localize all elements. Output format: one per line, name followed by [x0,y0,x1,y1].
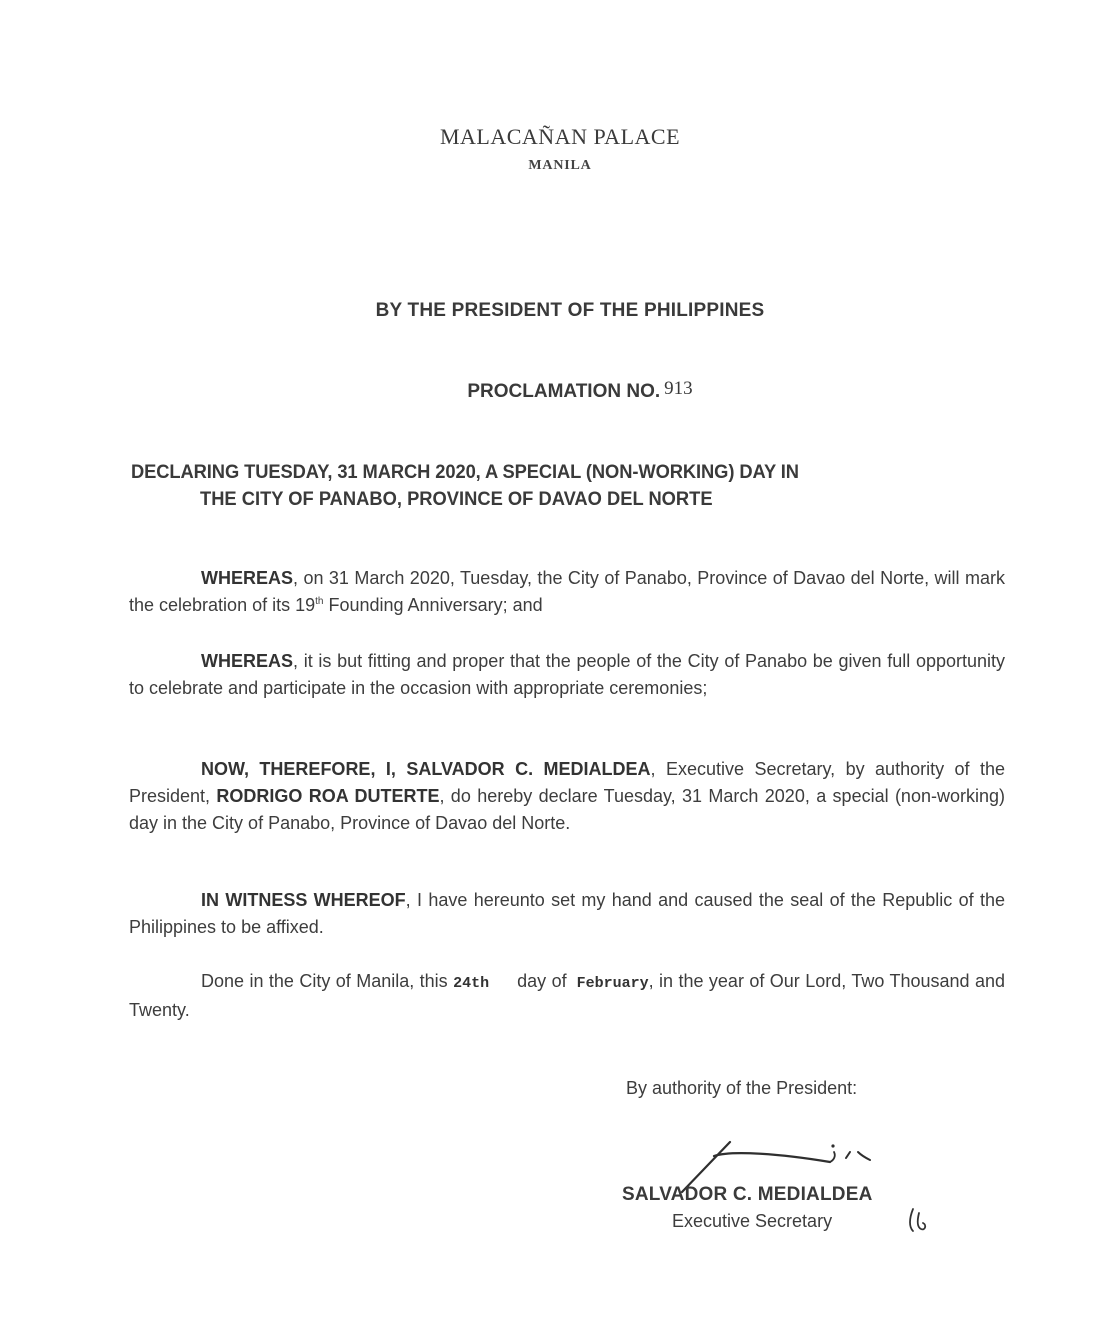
title-line-2: THE CITY OF PANABO, PROVINCE OF DAVAO DEL NORTE [200,488,713,510]
title-line-1: DECLARING TUESDAY, 31 MARCH 2020, A SPECIAL (NON-WORKING) DAY IN [131,461,799,483]
paragraph-text: Founding Anniversary; and [323,595,543,615]
initials-icon [905,1205,935,1235]
proclamation-label: PROCLAMATION NO. [467,381,661,402]
authority-heading: BY THE PRESIDENT OF THE PHILIPPINES [375,300,765,321]
ordinal-suffix: th [315,596,324,607]
president-name: RODRIGO ROA DUTERTE [216,786,440,806]
paragraph-text: , on 31 March 2020, Tuesday, the City of Panabo, Province of Davao del Norte, will mark the celebration of its 19 [129,568,1005,615]
paragraph-witness [129,887,1005,941]
paragraph-text: , it is but fitting and proper that the people of the City of Panabo be given full opportunity to celebrate and participate in the occasion with appropriate ceremonies; [129,651,1005,698]
signatory-name: SALVADOR C. MEDIALDEA [622,1184,873,1205]
header-palace: MALACAÑAN PALACE [439,124,681,149]
paragraph-text: day of [517,971,567,991]
typed-day: 24th [453,975,490,992]
paragraph-text: Done in the City of Manila, this [201,971,448,991]
header-city: MANILA [528,158,592,173]
paragraph-text: , I have hereunto set my hand and caused the seal of the Republic of the Philippines to be affixed. [129,890,1006,937]
paragraph-text: , Executive Secretary, by authority of the President, [129,759,1006,806]
paragraph-text: , in the year of Our Lord, Two Thousand and Twenty. [129,971,1005,1020]
paragraph-done [129,968,1005,1024]
paragraph-text: , do hereby declare Tuesday, 31 March 2020, a special (non-working) day in the City of Panabo, Province of Davao del Norte. [129,786,1005,833]
signatory-title: Executive Secretary [672,1211,833,1231]
typed-month: February [576,975,649,992]
whereas-lead: WHEREAS [201,568,294,588]
paragraph-now-therefore [129,756,1005,837]
now-therefore-lead: NOW, THEREFORE, I, SALVADOR C. MEDIALDEA [201,759,651,779]
witness-lead: IN WITNESS WHEREOF [201,890,406,910]
by-authority-line: By authority of the President: [626,1078,858,1098]
paragraph-whereas-2 [129,648,1005,702]
paragraph-whereas-1 [129,565,1005,619]
proclamation-heading [0,378,1120,403]
proclamation-number: 913 [664,378,693,399]
whereas-lead: WHEREAS [201,651,294,671]
